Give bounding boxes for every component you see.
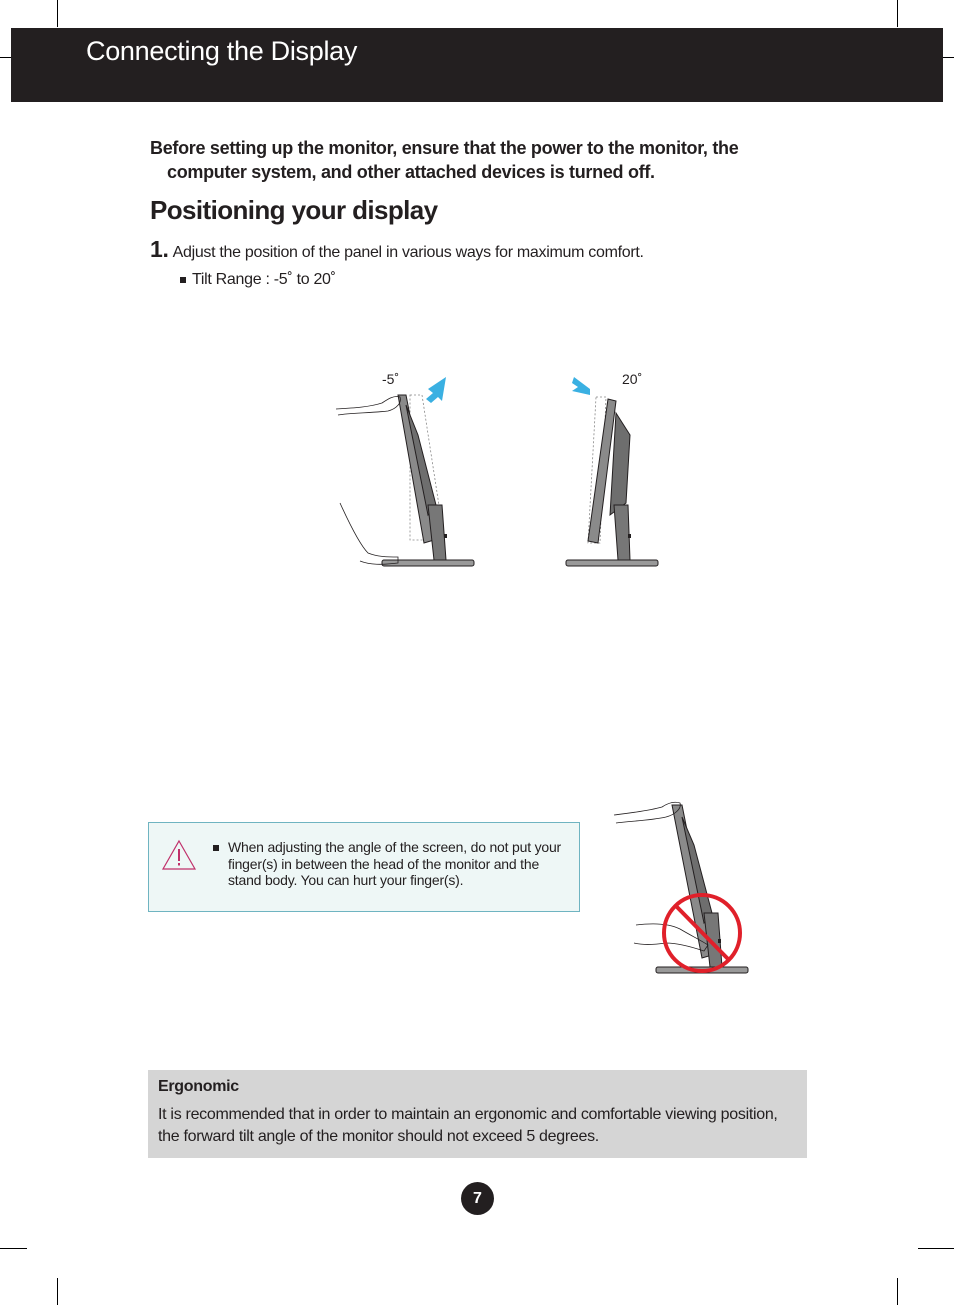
- ergonomic-title: Ergonomic: [158, 1078, 239, 1095]
- crop-mark: [943, 57, 954, 58]
- warning-triangle-icon: [161, 839, 197, 871]
- crop-mark: [57, 0, 58, 27]
- page-title: Connecting the Display: [86, 36, 358, 66]
- ergonomic-text: It is recommended that in order to maintain an ergonomic and comfortable viewing position, the forward tilt angle of the monitor should not exceed 5 degrees.: [158, 1106, 778, 1145]
- ergonomic-note: [148, 1070, 807, 1158]
- step-number: 1.: [150, 236, 169, 262]
- crop-mark: [0, 57, 11, 58]
- prohibited-finger-illustration: [608, 795, 758, 985]
- tilt-range-bullet: [180, 271, 336, 289]
- tilt-range-text: Tilt Range : -5˚ to 20˚: [192, 271, 336, 288]
- caution-text-block: [213, 839, 565, 889]
- section-title: Positioning your display: [150, 195, 438, 225]
- bullet-icon: [180, 277, 186, 283]
- tilt-arrow-icon: [572, 377, 590, 395]
- bullet-icon: [213, 845, 219, 851]
- caution-text: When adjusting the angle of the screen, do not put your finger(s) in between the head of the monitor and the stand body. You can hurt your finger(s).: [228, 839, 562, 888]
- angle-label-right: 20˚: [622, 371, 643, 387]
- angle-label-left: -5˚: [382, 371, 400, 387]
- crop-mark: [918, 1248, 954, 1249]
- tilt-minus5-illustration: [330, 365, 490, 575]
- tilt-arrow-icon: [426, 377, 446, 403]
- caution-box: [148, 822, 580, 912]
- step-text: Adjust the position of the panel in various ways for maximum comfort.: [172, 244, 644, 261]
- page-number: 7: [461, 1182, 494, 1215]
- crop-mark: [0, 1248, 27, 1249]
- crop-mark: [897, 1278, 898, 1305]
- crop-mark: [57, 1278, 58, 1305]
- crop-mark: [897, 0, 898, 27]
- step-1: [150, 236, 644, 263]
- tilt-20-illustration: [560, 365, 670, 575]
- intro-warning: Before setting up the monitor, ensure that the power to the monitor, the computer system, and other attached devices is turned off.: [150, 138, 739, 182]
